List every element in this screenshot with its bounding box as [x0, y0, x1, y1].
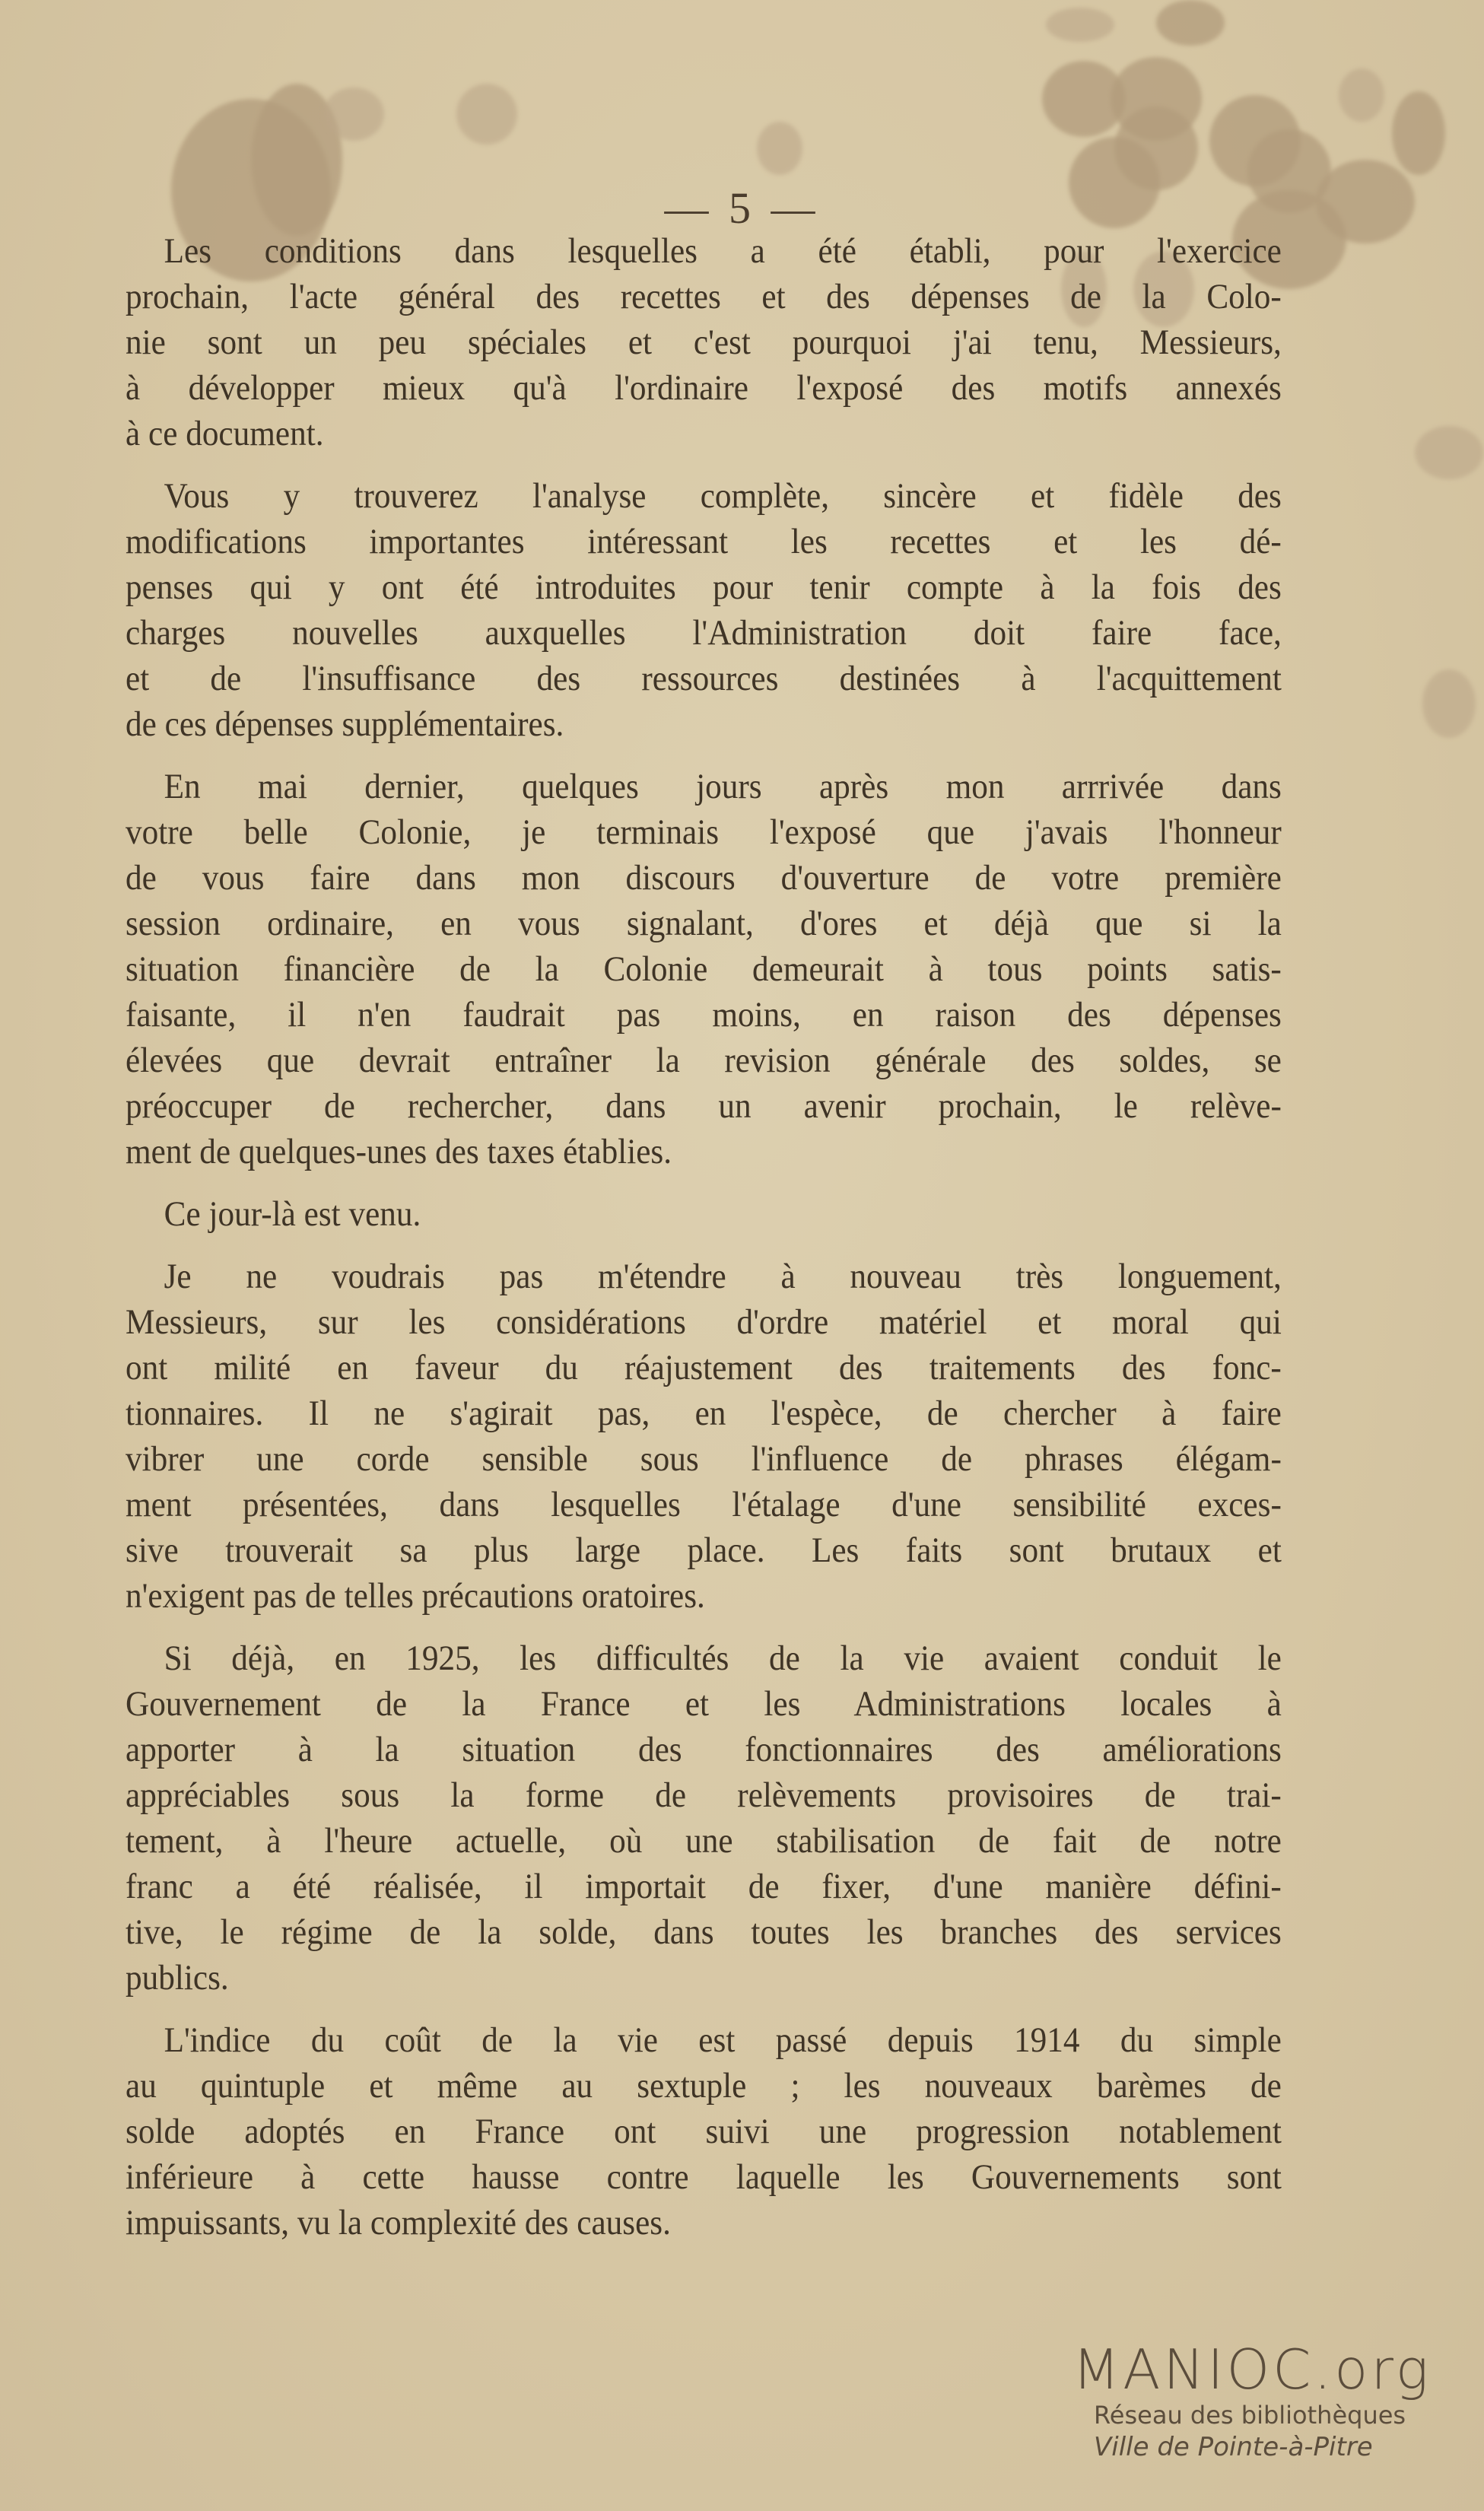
stain	[1415, 426, 1483, 479]
paragraph	[126, 228, 1282, 456]
manioc-logo	[1072, 2339, 1453, 2464]
page-number: — 5 —	[664, 183, 820, 233]
text-line: appréciables sous la forme de relèvements provisoires de trai-	[126, 1775, 1282, 1815]
text-line: Je ne voudrais pas m'étendre à nouveau très longuement,	[164, 1257, 1282, 1296]
logo-subtitle: Réseau des bibliothèques	[1094, 2401, 1406, 2430]
text-line: tionnaires. Il ne s'agirait pas, en l'espèce, de chercher à faire	[126, 1394, 1282, 1433]
text-line: charges nouvelles auxquelles l'Administration doit faire face,	[126, 613, 1282, 653]
text-line: votre belle Colonie, je terminais l'exposé que j'avais l'honneur	[126, 812, 1282, 852]
text-line: vibrer une corde sensible sous l'influence de phrases élégam-	[126, 1439, 1282, 1479]
paragraph	[126, 764, 1282, 1174]
paragraph	[126, 1191, 1282, 1237]
text-line: apporter à la situation des fonctionnaires des améliorations	[126, 1730, 1282, 1769]
text-line: nie sont un peu spéciales et c'est pourquoi j'ai tenu, Messieurs,	[126, 323, 1282, 362]
text-line: sive trouverait sa plus large place. Les faits sont brutaux et	[126, 1530, 1282, 1570]
text-line: ont milité en faveur du réajustement des traitements des fonc-	[126, 1348, 1282, 1387]
text-line: n'exigent pas de telles précautions oratoires.	[126, 1576, 705, 1616]
paragraph	[126, 2017, 1282, 2246]
document-body	[126, 228, 1282, 2262]
text-line: tive, le régime de la solde, dans toutes les branches des services	[126, 1912, 1282, 1952]
text-line: modifications importantes intéressant les recettes et les dé-	[126, 522, 1282, 561]
text-line: Les conditions dans lesquelles a été établi, pour l'exercice	[164, 231, 1282, 271]
text-line: de vous faire dans mon discours d'ouverture de votre première	[126, 858, 1282, 898]
paragraph	[126, 1254, 1282, 1619]
text-line: L'indice du coût de la vie est passé depuis 1914 du simple	[164, 2020, 1282, 2060]
text-line: faisante, il n'en faudrait pas moins, en raison des dépenses	[126, 995, 1282, 1035]
stain	[757, 122, 802, 175]
stain	[1156, 0, 1225, 46]
stain	[1392, 91, 1445, 175]
text-line: de ces dépenses supplémentaires.	[126, 704, 564, 744]
text-line: ment de quelques-unes des taxes établies.	[126, 1132, 672, 1171]
stain	[323, 87, 384, 141]
text-line: penses qui y ont été introduites pour tenir compte à la fois des	[126, 567, 1282, 607]
logo-city: Ville de Pointe-à-Pitre	[1094, 2432, 1373, 2462]
logo-wordmark: MANIOC.org	[1072, 2338, 1432, 2401]
text-line: préoccuper de rechercher, dans un avenir prochain, le relève-	[126, 1086, 1282, 1126]
text-line: prochain, l'acte général des recettes et des dépenses de la Colo-	[126, 277, 1282, 316]
text-line: impuissants, vu la complexité des causes.	[126, 2203, 671, 2242]
text-line: Vous y trouverez l'analyse complète, sincère et fidèle des	[164, 476, 1282, 516]
text-line: et de l'insuffisance des ressources destinées à l'acquittement	[126, 659, 1282, 698]
text-line: En mai dernier, quelques jours après mon arrrivée dans	[164, 767, 1282, 806]
stain	[1422, 669, 1476, 738]
paragraph	[126, 1635, 1282, 2001]
text-line: Gouvernement de la France et les Administrations locales à	[126, 1684, 1282, 1724]
text-line: franc a été réalisée, il importait de fixer, d'une manière défini-	[126, 1867, 1282, 1906]
stain	[456, 84, 517, 145]
text-line: Ce jour-là est venu.	[164, 1194, 421, 1234]
text-line: au quintuple et même au sextuple ; les nouveaux barèmes de	[126, 2066, 1282, 2106]
stain	[1339, 68, 1384, 122]
text-line: solde adoptés en France ont suivi une progression notablement	[126, 2112, 1282, 2151]
text-line: à développer mieux qu'à l'ordinaire l'exposé des motifs annexés	[126, 368, 1282, 408]
text-line: publics.	[126, 1958, 229, 1998]
text-line: tement, à l'heure actuelle, où une stabilisation de fait de notre	[126, 1821, 1282, 1861]
text-line: Si déjà, en 1925, les difficultés de la vie avaient conduit le	[164, 1639, 1282, 1678]
text-line: à ce document.	[126, 414, 324, 453]
stain	[1046, 8, 1114, 42]
text-line: situation financière de la Colonie demeurait à tous points satis-	[126, 949, 1282, 989]
paragraph	[126, 473, 1282, 747]
text-line: ment présentées, dans lesquelles l'étalage d'une sensibilité exces-	[126, 1485, 1282, 1524]
text-line: inférieure à cette hausse contre laquelle les Gouvernements sont	[126, 2157, 1282, 2197]
text-line: session ordinaire, en vous signalant, d'ores et déjà que si la	[126, 904, 1282, 943]
text-line: élevées que devrait entraîner la revision générale des soldes, se	[126, 1041, 1282, 1080]
text-line: Messieurs, sur les considérations d'ordre matériel et moral qui	[126, 1302, 1282, 1342]
